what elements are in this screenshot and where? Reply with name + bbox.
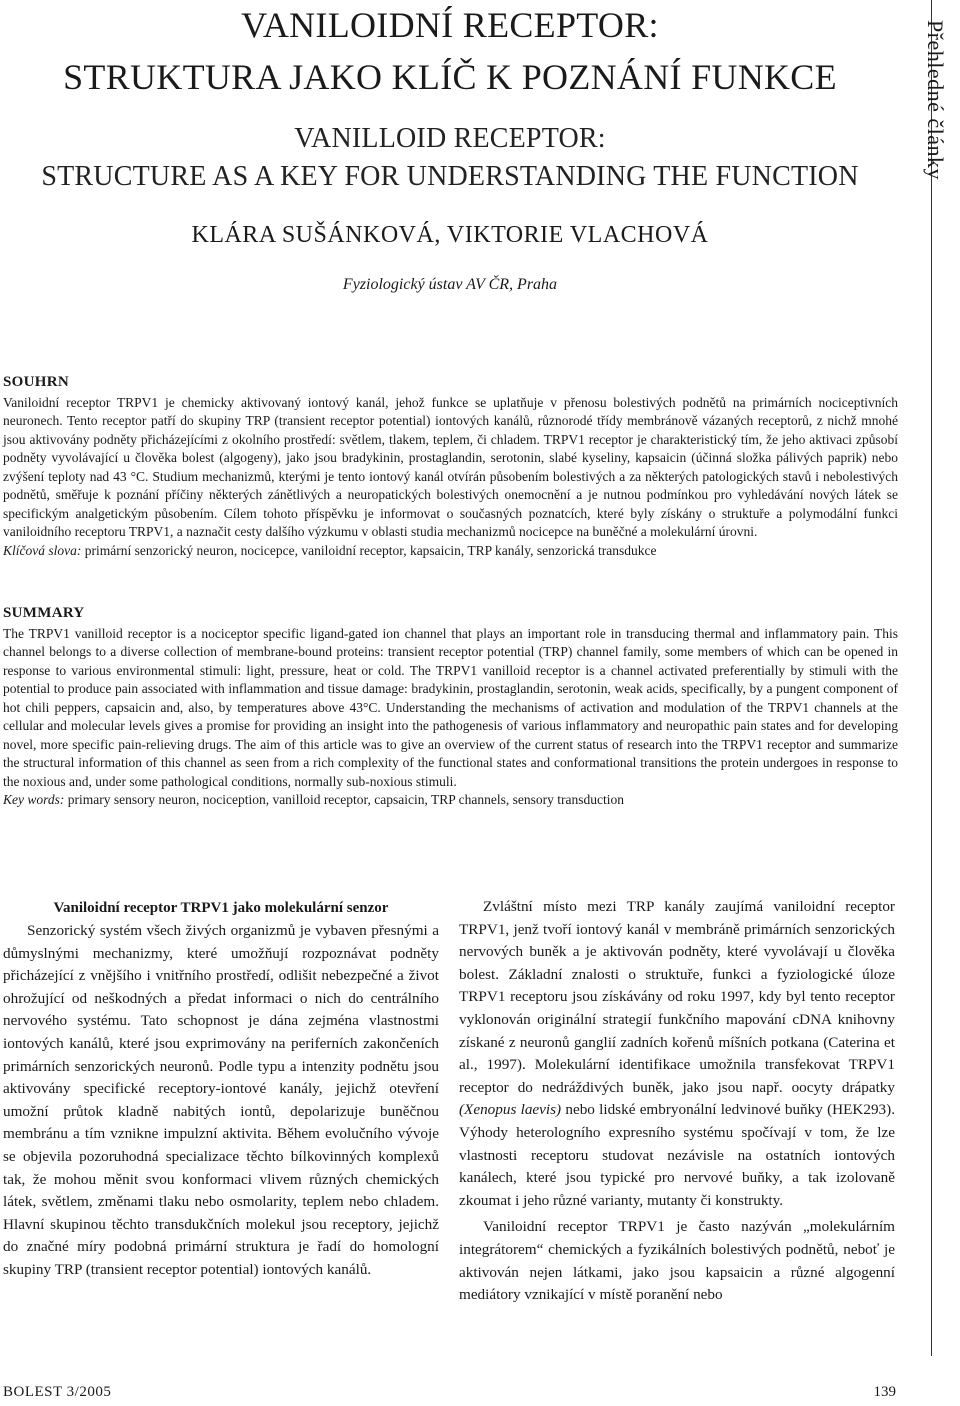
- keywords-en: [3, 791, 898, 810]
- authors: KLÁRA SUŠÁNKOVÁ, VIKTORIE VLACHOVÁ: [191, 222, 709, 248]
- right-paragraph-1: [459, 896, 895, 1212]
- keywords-cz-label: Klíčová slova:: [3, 542, 82, 558]
- keywords-cz: [3, 542, 898, 561]
- right-p1-italic: (Xenopus laevis): [459, 1101, 562, 1119]
- section-heading: Vaniloidní receptor TRPV1 jako molekulární senzor: [53, 900, 389, 916]
- title-en-line1: VANILLOID RECEPTOR:: [294, 123, 606, 154]
- footer-journal: BOLEST 3/2005: [3, 1384, 112, 1400]
- title-cz-line1: VANILOIDNÍ RECEPTOR:: [241, 5, 659, 45]
- keywords-en-label: Key words:: [3, 792, 65, 807]
- section-label: [910, 0, 960, 220]
- left-column: [3, 896, 439, 1282]
- keywords-en-text: primary sensory neuron, nociception, vanilloid receptor, capsaicin, TRP channels, sensory transduction: [64, 792, 624, 807]
- right-p1-text: Zvláštní místo mezi TRP kanály zaujímá vaniloidní receptor TRPV1, jenž tvoří iontový kanál v membráně primárních senzorických nervových buněk a je aktivován podněty, které vyvolávají u člověka bolest. Základní znalosti o struktuře, funkci a fyziologické úloze TRPV1 receptoru jsou získávány od roku 1997, kdy byl tento receptor vyklonován originální strategií funkčního mapování cDNA knihovny získané z neuronů ganglií zadních kořenů míšních potkana (Caterina et al., 1997). Molekulární identifikace umožnila transfekovat TRPV1 receptor do nedráždivých buněk, jako jsou např. oocyty drápatky: [459, 898, 895, 1096]
- abstract-cz-heading: SOUHRN: [3, 374, 69, 390]
- section-label-text: Přehledné články: [923, 19, 948, 181]
- affiliation: Fyziologický ústav AV ČR, Praha: [342, 276, 558, 293]
- footer-page-number: 139: [873, 1384, 896, 1400]
- abstract-en-text: The TRPV1 vanilloid receptor is a nociceptor specific ligand-gated ion channel that plays an important role in transducing thermal and inflammatory pain. This channel belongs to a diverse collection of membrane-bound proteins: transient receptor potential (TRP) channel family, some members of which can be opened in response to various environmental stimuli: light, pressure, heat or cold. The TRPV1 vanilloid receptor is a channel activated preferentially by stimuli with the potential to produce pain associated with inflammation and tissue damage: bradykinin, prostaglandin, serotonin, weak acids, specifically, by a pungent component of hot chili peppers, capsaicin and, also, by temperatures above 43°C. Understanding the mechanisms of activation and modulation of the TRPV1 channels at the cellular and molecular levels gives a promise for providing an insight into the pathogenesis of various inflammatory and neuropathic pain states and for developing novel, more specific pain-relieving drugs. The aim of this article was to give an overview of the current status of research into the TRPV1 receptor and summarize the structural information of this channel as seen from a rich complexity of the functional states and conformational transitions the protein undergoes in response to the noxious and, under some pathological conditions, normally sub-noxious stimuli.: [3, 625, 898, 789]
- abstract-cz: [3, 373, 898, 560]
- keywords-cz-text: primární senzorický neuron, nocicepce, vaniloidní receptor, kapsaicin, TRP kanály, senzorická transdukce: [81, 542, 657, 558]
- right-column: [459, 896, 895, 1307]
- title-cz-line2: STRUKTURA JAKO KLÍČ K POZNÁNÍ FUNKCE: [63, 57, 837, 97]
- title-en-line2: STRUCTURE AS A KEY FOR UNDERSTANDING THE FUNCTION: [41, 161, 859, 192]
- abstract-en: [3, 604, 898, 810]
- abstract-cz-text: Vaniloidní receptor TRPV1 je chemicky aktivovaný iontový kanál, jehož funkce se uplatňuje v přenosu bolestivých podnětů na primárních nociceptivních neuronech. Tento receptor patří do skupiny TRP (transient receptor potential) iontových kanálů, různorodé třídy membránově vázaných receptorů, z nichž mnohé jsou aktivovány podněty přicházejícími z okolního prostředí: světlem, tlakem, teplem, či chladem. TRPV1 receptor je charakteristický tím, že jeho aktivaci způsobí podněty vyvolávající u člověka bolest (algogeny), jako jsou bradykinin, prostaglandin, serotonin, slabé kyseliny, kapsaicin (účinná složka pálivých paprik) nebo zvýšení teploty nad 43 °C. Studium mechanizmů, kterými je tento iontový kanál otvírán působením bolestivých a za některých patologických stavů i nebolestivých podnětů, směřuje k poznání příčiny některých zánětlivých a neuropatických bolestivých onemocnění a je nutnou podmínkou pro vyhledávání nových látek se specifickým analgetickým působením. Cílem tohoto příspěvku je informovat o současných poznatcích, které byly získány o struktuře a polymodální funkci vaniloidního receptoru TRPV1, a naznačit cesty dalšího výzkumu v oblasti studia mechanizmů nocicepce na buněčné a molekulární úrovni.: [3, 394, 898, 539]
- right-paragraph-2: Vaniloidní receptor TRPV1 je často nazýván „molekulárním integrátorem“ chemických a fyzikálních bolestivých podnětů, neboť je aktivován nejen látkami, jako jsou kapsaicin a různé algogenní mediátory vznikající v místě poranění nebo: [459, 1218, 895, 1304]
- left-paragraph: Senzorický systém všech živých organizmů je vybaven přesnými a důmyslnými mechanizmy, které umožňují rozpoznávat podněty přicházející z vnějšího i vnitřního prostředí, odlišit nebezpečné a život ohrožující od neškodných a předat informaci o nich do centrálního nervového systému. Tato schopnost je dána zejména vlastnostmi iontových kanálů, které jsou exprimovány na periferních zakončeních primárních senzorických neuronů. Podle typu a intenzity podnětu jsou aktivovány specifické receptory-iontové kanály, jejichž otevření umožní průtok kladně nabitých iontů, depolarizuje buněčnou membránu a tím vznikne impulzní aktivita. Během evolučního vývoje se objevila pozoruhodná specializace těchto bílkovinných komplexů tak, že mohou měnit svou konformaci vlivem různých chemických látek, světlem, změnami tlaku nebo osmolarity, teplem nebo chladem. Hlavní skupinou těchto transdukčních molekul jsou receptory, jejichž do značné míry podobná primární struktura je řadí do homologní skupiny TRP (transient receptor potential) iontových kanálů.: [3, 922, 439, 1278]
- abstract-en-heading: SUMMARY: [3, 605, 85, 621]
- right-p1-end: nebo lidské embryonální ledvinové buňky (HEK293). Výhody heterologního expresního systému spočívají v tom, že lze vlastnosti receptoru studovat nezávisle na ostatních iontových kanálech, které jsou typické pro nervové buňky, a tak izolovaně zkoumat i jeho různé varianty, mutanty či konstrukty.: [459, 1101, 896, 1209]
